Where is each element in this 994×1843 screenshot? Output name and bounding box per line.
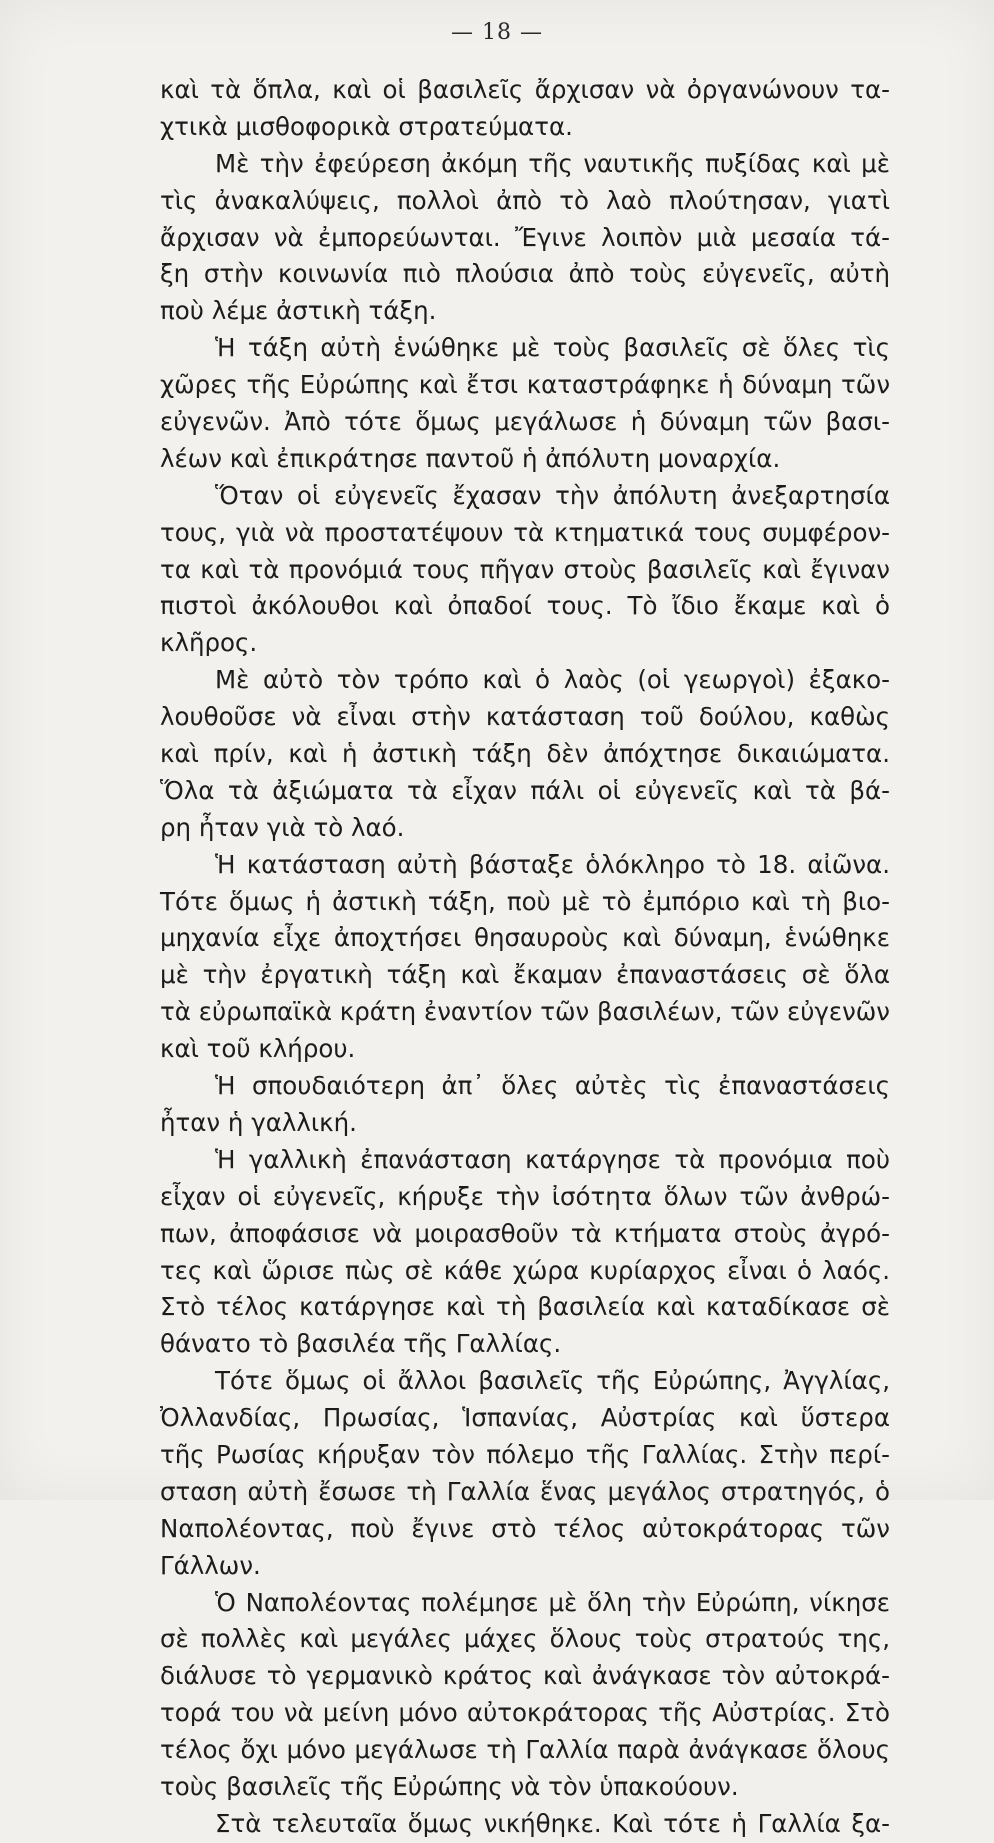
text-line: μηχανία εἶχε ἀποχτήσει θησαυροὺς καὶ δύναμη, ἑνώθηκε [160,923,890,953]
text-line: Μὲ αὐτὸ τὸν τρόπο καὶ ὁ λαὸς (οἱ γεωργοὶ) ἐξακο- [215,665,890,695]
text-line: σὲ πολλὲς καὶ μεγάλες μάχες ὅλους τοὺς στρατούς της, [160,1624,890,1654]
text-line: σταση αὐτὴ ἔσωσε τὴ Γαλλία ἕνας μεγάλος στρατηγός, ὁ [160,1476,890,1506]
text-line: Ναπολέοντας, ποὺ ἔγινε στὸ τέλος αὐτοκράτορας τῶν [160,1513,890,1543]
text-line: θάνατο τὸ βασιλέα τῆς Γαλλίας. [160,1329,562,1359]
text-line: τοὺς βασιλεῖς τῆς Εὐρώπης νὰ τὸν ὑπακούουν. [160,1771,739,1801]
text-line: ρη ἦταν γιὰ τὸ λαό. [160,812,405,842]
text-line: χτικὰ μισθοφορικὰ στρατεύματα. [160,111,573,141]
text-line: Ὁ Ναπολέοντας πολέμησε μὲ ὅλη τὴν Εὐρώπη, νίκησε [215,1587,890,1617]
text-line: Ὅταν οἱ εὐγενεῖς ἔχασαν τὴν ἀπόλυτη ἀνεξαρτησία [215,480,890,510]
text-line: καὶ πρίν, καὶ ἡ ἀστικὴ τάξη δὲν ἀπόχτησε δικαιώματα. [160,739,890,769]
text-line: τα καὶ τὰ προνόμιά τους πῆγαν στοὺς βασιλεῖς καὶ ἔγιναν [160,554,890,584]
text-line: πιστοὶ ἀκόλουθοι καὶ ὀπαδοί τους. Τὸ ἴδιο ἔκαμε καὶ ὁ [160,591,890,621]
text-line: τὶς ἀνακαλύψεις, πολλοὶ ἀπὸ τὸ λαὸ πλούτησαν, γιατὶ [160,185,890,215]
text-line: καὶ τὰ ὅπλα, καὶ οἱ βασιλεῖς ἄρχισαν νὰ ὀργανώνουν τα- [160,75,890,104]
text-line: Τότε ὅμως ἡ ἀστικὴ τάξη, ποὺ μὲ τὸ ἐμπόριο καὶ τὴ βιο- [160,886,890,916]
text-line: Ὀλλανδίας, Πρωσίας, Ἱσπανίας, Αὐστρίας καὶ ὕστερα [160,1403,890,1433]
text-line: Γάλλων. [160,1550,261,1580]
text-line: Ἡ σπουδαιότερη ἀπ᾽ ὅλες αὐτὲς τὶς ἐπαναστάσεις [215,1071,890,1101]
text-line: Ὅλα τὰ ἀξιώματα τὰ εἶχαν πάλι οἱ εὐγενεῖς καὶ τὰ βά- [160,775,890,805]
text-line: τους, γιὰ νὰ προστατέψουν τὰ κτηματικά τους συμφέρον- [160,517,890,547]
text-line: καὶ τοῦ κλήρου. [160,1034,356,1064]
text-line: τῆς Ρωσίας κήρυξαν τὸν πόλεμο τῆς Γαλλίας. Στὴν περί- [160,1439,890,1469]
text-line: λέων καὶ ἐπικράτησε παντοῦ ἡ ἀπόλυτη μοναρχία. [160,443,781,473]
text-line: Τότε ὅμως οἱ ἄλλοι βασιλεῖς τῆς Εὐρώπης, Ἀγγλίας, [215,1366,890,1396]
text-line: Ἡ γαλλικὴ ἐπανάσταση κατάργησε τὰ προνόμια ποὺ [215,1144,890,1174]
text-line: Στὰ τελευταῖα ὅμως νικήθηκε. Καὶ τότε ἡ Γαλλία ξα- [215,1808,890,1838]
text-line: λουθοῦσε νὰ εἶναι στὴν κατάσταση τοῦ δούλου, καθὼς [160,702,890,732]
text-line: χῶρες τῆς Εὐρώπης καὶ ἔτσι καταστράφηκε ἡ δύναμη τῶν [160,370,890,400]
text-line: τορά του νὰ μείνη μόνο αὐτοκράτορας τῆς Αὐστρίας. Στὸ [160,1698,890,1728]
text-line: Στὸ τέλος κατάργησε καὶ τὴ βασιλεία καὶ καταδίκασε σὲ [160,1292,890,1322]
text-line: Μὲ τὴν ἐφεύρεση ἀκόμη τῆς ναυτικῆς πυξίδας καὶ μὲ [215,148,890,178]
text-line: Ἡ κατάσταση αὐτὴ βάσταξε ὁλόκληρο τὸ 18. αἰῶνα. [215,849,890,879]
text-line: μὲ τὴν ἐργατικὴ τάξη καὶ ἔκαμαν ἐπαναστάσεις σὲ ὅλα [160,960,890,990]
text-line: τὰ εὐρωπαϊκὰ κράτη ἐναντίον τῶν βασιλέων, τῶν εὐγενῶν [160,997,890,1027]
text-line: Ἡ τάξη αὐτὴ ἑνώθηκε μὲ τοὺς βασιλεῖς σὲ ὅλες τὶς [215,333,890,363]
text-line: εὐγενῶν. Ἀπὸ τότε ὅμως μεγάλωσε ἡ δύναμη τῶν βασι- [160,407,890,437]
text-line: κλῆρος. [160,628,258,658]
text-line: ποὺ λέμε ἀστικὴ τάξη. [160,296,437,326]
text-line: ξη στὴν κοινωνία πιὸ πλούσια ἀπὸ τοὺς εὐγενεῖς, αὐτὴ [160,259,890,289]
body-text [160,72,890,1843]
text-line: τέλος ὄχι μόνο μεγάλωσε τὴ Γαλλία παρὰ ἀνάγκασε ὅλους [160,1735,890,1765]
text-line: τες καὶ ὥρισε πὼς σὲ κάθε χώρα κυρίαρχος εἶναι ὁ λαός. [160,1255,890,1285]
text-line: ἦταν ἡ γαλλική. [160,1107,357,1137]
page-number: — 18 — [451,20,543,45]
text-line: διάλυσε τὸ γερμανικὸ κράτος καὶ ἀνάγκασε τὸν αὐτοκρά- [160,1661,890,1691]
text-line: πων, ἀποφάσισε νὰ μοιρασθοῦν τὰ κτήματα στοὺς ἀγρό- [160,1218,890,1248]
text-line: ἄρχισαν νὰ ἐμπορεύωνται. Ἔγινε λοιπὸν μιὰ μεσαία τά- [160,222,890,252]
text-line: εἶχαν οἱ εὐγενεῖς, κήρυξε τὴν ἰσότητα ὅλων τῶν ἀνθρώ- [160,1181,890,1211]
